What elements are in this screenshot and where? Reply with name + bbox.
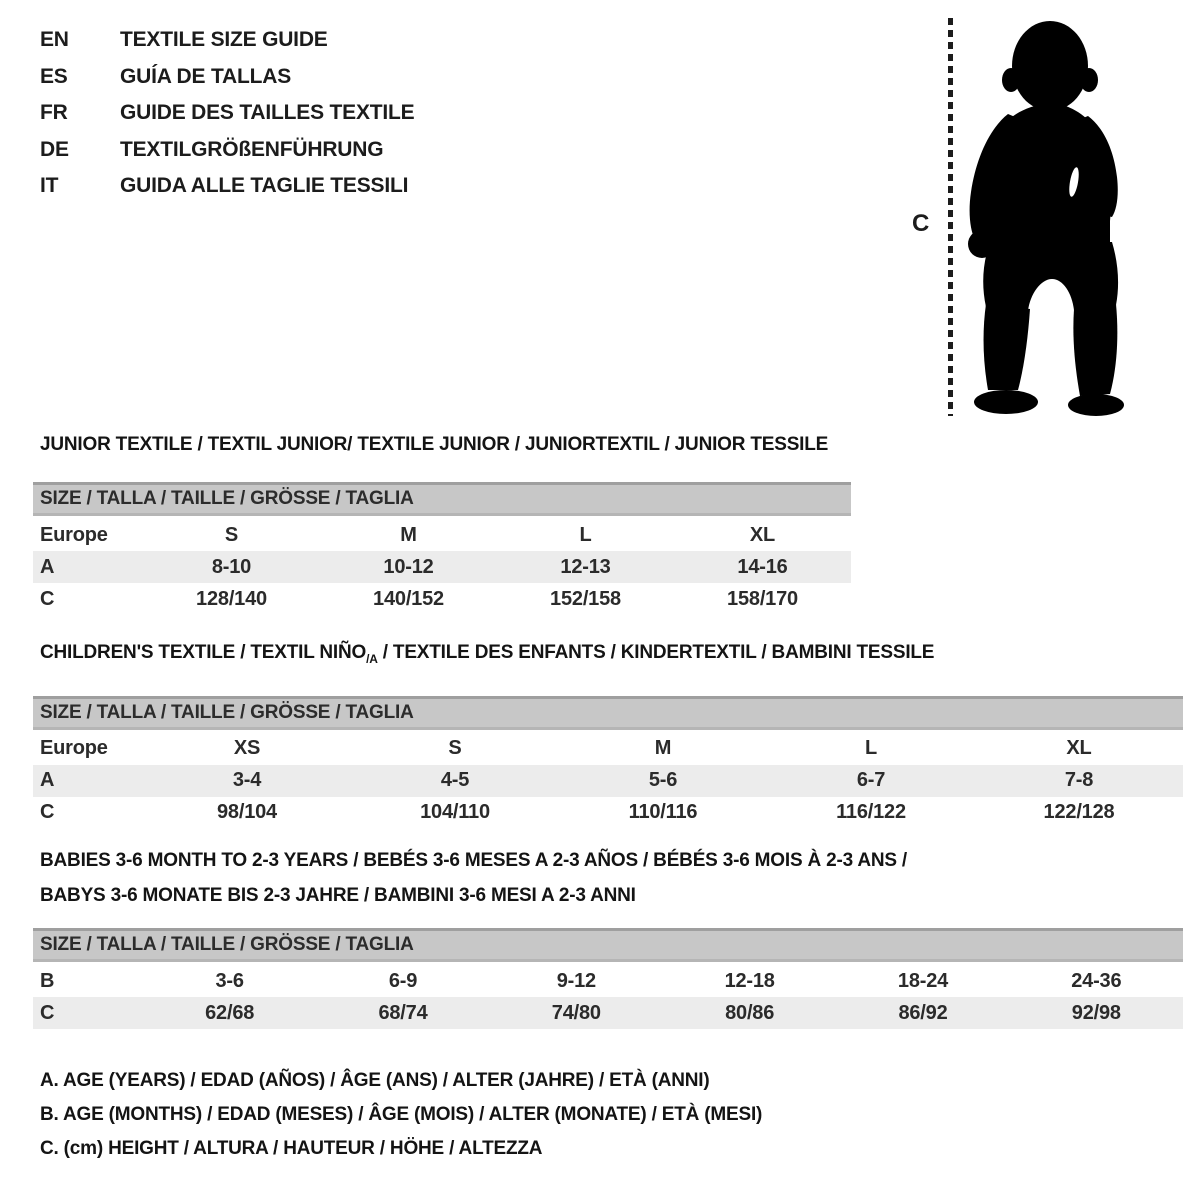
language-title-list <box>40 22 414 205</box>
table-cell: 68/74 <box>378 1001 428 1024</box>
language-row <box>40 132 414 169</box>
table-cell: L <box>864 737 878 760</box>
title-segment: JUNIOR TEXTILE / TEXTIL JUNIOR/ TEXTILE JUNIOR / JUNIORTEXTIL / JUNIOR TESSILE <box>40 434 829 455</box>
table-cell: 110/116 <box>628 801 698 824</box>
table-cell: XL <box>1066 737 1092 760</box>
row-label: A <box>40 769 55 792</box>
table-cell: 3-4 <box>232 769 262 792</box>
table-cell: 92/98 <box>1071 1001 1121 1024</box>
language-row <box>40 168 414 205</box>
row-label: C <box>40 587 55 610</box>
table-cell: 6-9 <box>388 969 418 992</box>
table-cell: 5-6 <box>648 769 678 792</box>
table-cell: 18-24 <box>897 969 949 992</box>
size-section-babies <box>33 843 1183 1029</box>
table-cell: 86/92 <box>898 1001 948 1024</box>
table-cell: 74/80 <box>551 1001 601 1024</box>
toddler-silhouette <box>962 16 1140 418</box>
title-segment: / TEXTILE DES ENFANTS / KINDERTEXTIL / BAMBINI TESSILE <box>377 642 935 663</box>
language-row <box>40 22 414 59</box>
size-table <box>33 928 1183 1029</box>
language-title: GUIDE DES TAILLES TEXTILE <box>120 101 415 125</box>
table-cell: XL <box>749 523 776 546</box>
size-table <box>33 482 851 615</box>
size-section-children <box>33 642 1183 829</box>
table-size-header: SIZE / TALLA / TAILLE / GRÖSSE / TAGLIA <box>33 482 851 516</box>
table-cell: S <box>448 737 462 760</box>
language-code: EN <box>40 28 69 52</box>
size-section-junior <box>33 434 851 615</box>
title-segment: BABYS 3-6 MONATE BIS 2-3 JAHRE / BAMBINI 3-6 MESI A 2-3 ANNI <box>40 885 636 906</box>
table-cell: 80/86 <box>725 1001 775 1024</box>
title-segment: /A <box>366 651 378 666</box>
row-label: B <box>40 969 55 992</box>
table-cell: 122/128 <box>1043 801 1115 824</box>
title-segment: BABIES 3-6 MONTH TO 2-3 YEARS / BEBÉS 3-6 MESES A 2-3 AÑOS / BÉBÉS 3-6 MOIS À 2-3 ANS / <box>40 850 908 871</box>
table-row <box>33 965 1183 997</box>
table-cell: 140/152 <box>373 587 444 610</box>
row-label: C <box>40 1001 55 1024</box>
figure-label-c: C <box>912 210 930 237</box>
table-cell: 4-5 <box>440 769 470 792</box>
table-cell: 10-12 <box>383 555 434 578</box>
language-title: GUIDA ALLE TAGLIE TESSILI <box>120 174 409 198</box>
table-cell: 12-18 <box>724 969 775 992</box>
language-row <box>40 95 414 132</box>
table-cell: 7-8 <box>1064 769 1094 792</box>
section-title-line <box>40 878 1183 913</box>
section-title-line <box>40 642 1183 670</box>
section-title-line <box>40 843 1183 878</box>
table-row <box>33 997 1183 1029</box>
table-row <box>33 797 1183 829</box>
table-cell: 3-6 <box>215 969 244 992</box>
table-cell: 24-36 <box>1071 969 1122 992</box>
table-cell: M <box>654 737 672 760</box>
language-title: GUÍA DE TALLAS <box>120 64 292 88</box>
language-title: TEXTILGRÖßENFÜHRUNG <box>120 137 384 161</box>
language-title: TEXTILE SIZE GUIDE <box>120 28 328 52</box>
height-dimension-line <box>948 18 953 416</box>
table-cell: M <box>400 523 417 546</box>
table-row <box>33 765 1183 797</box>
table-row <box>33 519 851 551</box>
title-segment: CHILDREN'S TEXTILE / TEXTIL NIÑO <box>40 642 367 663</box>
language-row <box>40 59 414 96</box>
language-code: ES <box>40 64 68 88</box>
section-title-line <box>40 434 851 456</box>
row-label: C <box>40 801 55 824</box>
table-cell: 98/104 <box>217 801 277 824</box>
size-table <box>33 696 1183 829</box>
table-row <box>33 733 1183 765</box>
section-title <box>40 843 1183 913</box>
table-row <box>33 583 851 615</box>
table-cell: 128/140 <box>196 587 267 610</box>
table-cell: 104/110 <box>420 801 490 824</box>
language-code: FR <box>40 101 68 125</box>
table-size-header: SIZE / TALLA / TAILLE / GRÖSSE / TAGLIA <box>33 928 1183 962</box>
section-title <box>40 642 1183 670</box>
table-row <box>33 551 851 583</box>
legend-note: B. AGE (MONTHS) / EDAD (MESES) / ÂGE (MOIS) / ALTER (MONATE) / ETÀ (MESI) <box>40 1104 763 1125</box>
legend-note: C. (cm) HEIGHT / ALTURA / HAUTEUR / HÖHE / ALTEZZA <box>40 1138 543 1159</box>
row-label: Europe <box>40 737 108 760</box>
row-label: A <box>40 555 55 578</box>
language-code: IT <box>40 174 59 198</box>
table-cell: 6-7 <box>856 769 886 792</box>
legend-notes <box>40 1064 762 1166</box>
table-cell: L <box>579 523 592 546</box>
row-label: Europe <box>40 523 108 546</box>
table-cell: 62/68 <box>205 1001 255 1024</box>
legend-note: A. AGE (YEARS) / EDAD (AÑOS) / ÂGE (ANS) / ALTER (JAHRE) / ETÀ (ANNI) <box>40 1070 710 1091</box>
table-cell: 152/158 <box>550 587 621 610</box>
language-code: DE <box>40 137 69 161</box>
table-cell: S <box>224 523 239 546</box>
table-cell: XS <box>233 737 261 760</box>
table-cell: 14-16 <box>737 555 788 578</box>
table-cell: 8-10 <box>211 555 252 578</box>
table-cell: 9-12 <box>556 969 596 992</box>
table-cell: 158/170 <box>727 587 798 610</box>
section-title <box>40 434 851 456</box>
table-cell: 12-13 <box>560 555 611 578</box>
table-cell: 116/122 <box>836 801 906 824</box>
table-size-header: SIZE / TALLA / TAILLE / GRÖSSE / TAGLIA <box>33 696 1183 730</box>
